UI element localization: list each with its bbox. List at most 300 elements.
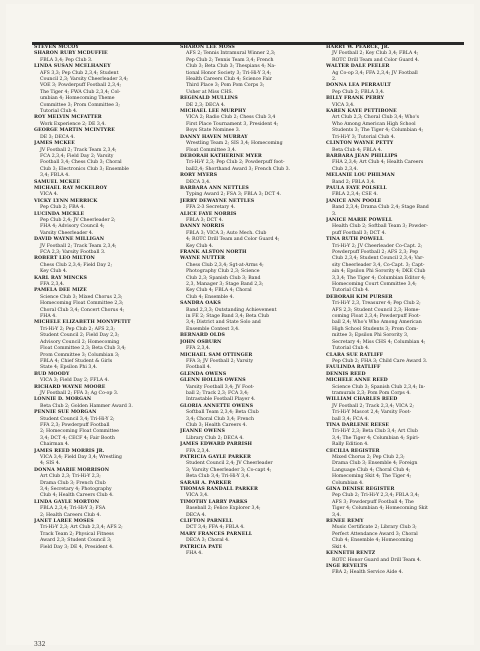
activity-line: Club 4; Ensemble 4; Homecoming <box>332 538 414 544</box>
activity-line: Drama Club 3; Ensemble 4; Foreign <box>332 461 418 467</box>
senior-name: BARBARA ANN NETTLES <box>180 185 249 191</box>
senior-entry <box>326 141 466 154</box>
activity-line: Choral Club 3,4; Concert Chorus 4; <box>40 307 125 313</box>
senior-name: DEBORAH KATHERINE MYER <box>180 153 262 159</box>
activity-line: Tri-Hi-Y 2,3, Treasurer 4; Pep Club 2; <box>332 301 421 307</box>
senior-name: DANNY NORRIS <box>180 224 225 230</box>
senior-name: MICHELE ELIZABETH MONYPETIT <box>34 320 131 326</box>
senior-name: KENNETH RENTZ <box>326 551 376 557</box>
activity-line: FHA 4. <box>186 551 203 557</box>
activity-line: 2; Health Careers Club 4. <box>40 512 101 518</box>
senior-entry <box>34 276 174 289</box>
senior-name: REGINALD MULLINS <box>180 96 238 102</box>
activity-line: Football 4. <box>186 365 212 371</box>
senior-activities-columns <box>34 45 466 635</box>
senior-name: ROBERT LEO MILTON <box>34 256 95 262</box>
activity-line: Beta Club 4; FBLA 4. <box>332 147 383 153</box>
senior-name: BERNARD OLDS <box>180 333 225 339</box>
activity-line: Intrastable Football Player 4. <box>186 397 256 403</box>
activity-line: Usher at Miss CHS. <box>186 89 233 95</box>
senior-name: RORY MYERS <box>180 173 218 179</box>
senior-name: GLENN HOLLIS OWENS <box>180 378 246 384</box>
activity-line: Homecoming Court Committee 3,4; <box>332 282 417 288</box>
activity-line: 2,3, Manager 3; Stage Band 2,3; <box>186 282 264 288</box>
activity-line: Pep Club 2,4; JV Cheerleader 2; <box>40 217 116 223</box>
senior-name: CLINTON WAYNE PETTY <box>326 141 394 147</box>
activity-line: Art Club 2,3; Tri-Hi-Y 2,3; <box>40 474 101 480</box>
activity-line: FBLA 3,4; Pep Club 3. <box>40 57 93 63</box>
activity-line: Secretary 4; Miss CHS 4; Columbian 4; <box>332 339 426 345</box>
column-2 <box>180 45 320 635</box>
activity-line: DECA 3,4. <box>186 179 211 185</box>
activity-line: FBLA 2,3,4; CSE 4. <box>332 192 378 198</box>
senior-entry <box>326 564 466 577</box>
activity-line: AFS 3,3; Pep Club 2,3,4; Student <box>40 70 119 76</box>
activity-line: Ensemble Contest 3,4. <box>186 326 240 332</box>
senior-name: SAMUEL MCKEE <box>34 179 81 185</box>
senior-name: CLARA SUE RATLIFF <box>326 352 384 358</box>
activity-line: Award 2,3; Student Council 3; <box>40 538 112 544</box>
senior-name: MICHAEL RAY MCKELROY <box>34 185 108 191</box>
activity-line: Powderpuff Football 2; AFS 2,3; Pep <box>332 250 419 255</box>
senior-entry <box>34 256 174 275</box>
activity-line: Student Council 2,4; JV Cheerleader <box>186 461 273 467</box>
senior-entry <box>180 455 320 481</box>
senior-name: CECILIA REGISTER <box>326 448 380 454</box>
senior-entry <box>326 423 466 449</box>
senior-entry <box>180 173 320 186</box>
senior-name: INGE REVELTS <box>326 563 368 569</box>
activity-line: Photography Club 2,3; Science <box>186 269 260 275</box>
activity-line: Pep Club 2; FBLA 3,4. <box>332 89 385 95</box>
senior-name: MICHELE ANNE REED <box>326 378 388 384</box>
activity-line: FFA 2,3,4. <box>40 282 65 288</box>
activity-line: 3,4; DCT 4; CECF 4; Fair Booth <box>40 435 115 441</box>
activity-line: Club 3; Beta Club 3; Thespians 4; Na- <box>186 64 276 70</box>
senior-entry <box>180 135 320 154</box>
activity-line: DE 2,3; DECA 4. <box>186 102 226 108</box>
activity-line: Health Club 2; Softball Team 3; Powder- <box>332 224 428 230</box>
senior-entry <box>326 519 466 551</box>
senior-entry <box>34 212 174 238</box>
activity-line: Pep Club 2; FHA 3; Child Care Award 3. <box>332 358 428 364</box>
senior-name: MARY FRANCES PARNELL <box>180 531 253 537</box>
activity-line: Perfect Attendance Award 3; Choral <box>332 531 418 537</box>
activity-line: FCA 2,3; Varsity Football 3. <box>40 250 106 255</box>
activity-line: Club 2,3,4. <box>332 166 359 172</box>
activity-line: Pep Club 2; FBA 4. <box>40 205 85 211</box>
senior-entry <box>180 353 320 372</box>
senior-name: GLENDA OWENS <box>180 371 227 377</box>
activity-line: Key Club 4. <box>40 269 68 275</box>
senior-entry <box>34 199 174 212</box>
senior-entry <box>180 487 320 500</box>
activity-line: Chess Club 2,3,4; Field Day 2; <box>40 262 113 268</box>
senior-entry <box>34 468 174 500</box>
activity-line: Tri-Hi-Y 2; Pep Club 2; AFS 2,3; <box>40 326 115 332</box>
senior-name: GINA DENISE REGISTER <box>326 487 395 493</box>
senior-entry <box>326 295 466 353</box>
activity-line: Club 2,3,4; Student Council 2,3,4; Var- <box>332 256 425 262</box>
activity-line: puff Football 3; DCT 4. <box>332 230 387 236</box>
senior-name: PATRICIA GAYLE PARKER <box>180 455 251 460</box>
activity-line: FBLA 3; DCT 4. <box>186 217 224 223</box>
activity-line: JV Football 2; Track Team 2,3,4; <box>40 147 117 153</box>
activity-line: Students 3; The Tiger 4; Columbian 4; <box>332 128 424 134</box>
column-1 <box>34 45 174 635</box>
senior-name: JAMES REED MORRIS JR. <box>34 448 105 454</box>
activity-line: Ag Co-op 3,4; FFA 2,3,4; JV Football <box>332 70 418 76</box>
senior-name: WALTER DALE PEELER <box>326 64 390 70</box>
activity-line: VICA 3,4. <box>332 102 355 108</box>
activity-line: Chairman 4. <box>40 442 70 448</box>
senior-name: PATRICIA PATE <box>180 544 223 550</box>
senior-entry <box>180 256 320 301</box>
activity-line: 3,4. <box>332 512 341 518</box>
activity-line: Homecoming Skit 4; The Tiger 4; <box>332 474 412 480</box>
senior-name: SARAH A. PARKER <box>180 480 232 486</box>
activity-line: Baseball 2; Felice Explorer 3,4; <box>186 506 261 512</box>
senior-entry <box>34 410 174 448</box>
activity-line: Chess Club 2,3,4; Sgt-at-Arms 4; <box>186 262 264 268</box>
activity-line: AFS 2; Tennis Intramural Winner 2,3; <box>186 51 276 57</box>
activity-line: Tutorial Club 4. <box>332 346 370 352</box>
activity-line: JV Football 2; Track 2,3,4; VICA 2; <box>332 403 414 409</box>
activity-line: Boys State Nominee 3. <box>186 128 241 134</box>
page-number: 332 <box>34 641 46 648</box>
yearbook-page <box>6 4 474 648</box>
activity-line: Homecoming Float Committee 2,3; <box>40 301 124 307</box>
activity-line: Tri-Hi-Y 2,3; Art Club 2,3,4; AFS 2; <box>40 525 123 531</box>
activity-line: 3,4; FBLA 4. <box>40 173 70 179</box>
senior-entry <box>180 199 320 212</box>
activity-line: 4; SIS 4. <box>40 461 61 467</box>
senior-name: KAREN KAYE PETTIBONE <box>326 109 397 115</box>
senior-entry <box>326 45 466 64</box>
activity-line: Student Council 3,4; Tri-Hi-Y 2; <box>40 416 115 422</box>
senior-name: KARL RAY MINCKS <box>34 275 87 281</box>
senior-name: BUD MOODY <box>34 371 70 377</box>
senior-entry <box>326 378 466 397</box>
activity-line: Third Place 3; Pom Pom Corps 3; <box>186 83 265 89</box>
senior-name: PAULA FAYE POLSELL <box>326 185 387 191</box>
senior-entry <box>34 372 174 385</box>
senior-entry <box>34 500 174 519</box>
senior-entry <box>326 96 466 109</box>
activity-line: Varsity Cheerleader 4. <box>40 230 94 236</box>
activity-line: Club 2,3; Spanish Club 3; Band <box>186 275 261 281</box>
activity-line: AFS 3; Powderpuff Football 4; The <box>332 499 414 505</box>
activity-line: 2. <box>332 77 337 83</box>
senior-entry <box>34 186 174 199</box>
activity-line: Football 3,4; Chess Club 3; Choral <box>40 160 122 166</box>
senior-name: FRANK ALSTON NORTH <box>180 250 247 255</box>
senior-name: RICHARD WAYNE MOORE <box>34 384 106 390</box>
activity-line: ROTC Drill Team and Color Guard 4. <box>332 57 420 63</box>
senior-name: GEORGE MARTIN MCINTYRE <box>34 128 115 134</box>
activity-line: FFA 2-3 Secretary 4. <box>186 205 236 211</box>
activity-line: in FE 2; Stage Band 3,4; Beta Club <box>186 314 270 320</box>
activity-line: FFA 2,3,4. <box>186 346 211 352</box>
senior-name: JOHN OSBURN <box>180 339 222 345</box>
senior-name: HARRY W. PEARCE, JR. <box>326 45 390 50</box>
activity-line: FHA 4. <box>40 314 57 320</box>
activity-line: 3,4; The Tiger 4; Columbian 4; Spiri- <box>332 435 420 441</box>
senior-entry <box>326 551 466 564</box>
senior-entry <box>34 519 174 551</box>
activity-line: Wrestling Team 2; SIS 3,4; Homecoming <box>186 141 283 147</box>
activity-line: sity Cheerleader 3,4, Co-Capt. 3; Capt- <box>332 262 425 268</box>
activity-line: Tutorial Club 4. <box>40 109 78 115</box>
senior-name: DEBORAH KIM PURSER <box>326 294 393 300</box>
activity-line: Band 2; FBLA 3,4. <box>332 179 376 185</box>
senior-entry <box>326 353 466 366</box>
activity-line: DECA 3; Choral 4. <box>186 538 230 544</box>
activity-line: VOE 3; Powderpuff Football 2,3,4; <box>40 83 122 89</box>
senior-name: MELANIE LOU PHILMAN <box>326 173 395 179</box>
senior-name: LONNIE D. MORGAN <box>34 397 92 403</box>
senior-name: DAVID WAYNE MILLIGAN <box>34 237 105 243</box>
activity-line: JV Football 2; FFA 3; Ag Co-op 3. <box>40 390 119 396</box>
activity-line: ROTC Honor Guard and Drill Team 4. <box>332 557 422 563</box>
senior-name: WAYNE NUTTER <box>180 256 226 262</box>
activity-line: 3. <box>332 211 337 217</box>
activity-line: Varsity Football 3,4; JV Foot- <box>186 384 255 390</box>
senior-entry <box>180 404 320 430</box>
activity-line: Music Certificate 2; Library Club 3; <box>332 525 417 531</box>
activity-line: Advisory Council 2; Homecoming <box>40 339 120 345</box>
activity-line: FFA 2,3,4. <box>186 448 211 454</box>
activity-line: DECA 4. <box>186 512 207 518</box>
activity-line: Tri-Hi-Y 2,3; Beta Club 3,4; Art Club <box>332 429 418 435</box>
activity-line: Committee 3; Prom Committee 3; <box>40 102 120 108</box>
activity-line: Pep Club 2; Tri-Hi-Y 2,3,4; FBLA 3,4; <box>332 493 420 499</box>
senior-entry <box>326 397 466 423</box>
activity-line: VICA 3,4. <box>186 493 209 499</box>
activity-line: 3,4; District and State Solo and <box>186 320 261 326</box>
senior-entry <box>326 173 466 186</box>
activity-line: Band 2,3,3; Outstanding Achievement <box>186 307 277 313</box>
senior-entry <box>180 545 320 558</box>
activity-line: 2; Homecoming Float Committee <box>40 429 119 435</box>
activity-line: Pep Club 2; Tennis Team 3,4; French <box>186 57 274 63</box>
activity-line: AFS 2,3; Student Council 2,3; Home- <box>332 307 420 313</box>
senior-name: MICHAEL SAM OTTINGER <box>180 352 253 358</box>
column-3 <box>326 45 466 635</box>
activity-line: JV Football 2; Key Club 3,4; FBLA 4; <box>332 51 419 57</box>
senior-entry <box>180 519 320 532</box>
senior-entry <box>180 154 320 173</box>
activity-line: FBLA 4; Chief Student & Girls <box>40 358 113 364</box>
activity-line: VICA 3; Field Day 2; FFLA 4. <box>40 378 109 384</box>
activity-line: The Tiger 4; FWA Club 2,3,4; Col- <box>40 89 121 95</box>
activity-line: Work Experience 2; DE 3,4. <box>40 121 106 127</box>
senior-name: PAMELA DEE MIZE <box>34 288 87 294</box>
senior-entry <box>326 109 466 141</box>
senior-name: VICKY LYNN MERRICK <box>34 198 98 204</box>
activity-line: Tutorial Club 4. <box>332 288 370 294</box>
activity-line: FFA 3; JV Football 2; Varsity <box>186 358 254 364</box>
activity-line: JV Football 2; Track Team 2,3,4; <box>40 243 117 249</box>
activity-line: Track Team 2; Physical Fitness <box>40 531 114 537</box>
senior-name: JERRY DEWAYNE NETTLES <box>180 198 255 204</box>
activity-line: 3,4; Choral Club 3,4; French <box>186 416 255 422</box>
activity-line: Columbian 4. <box>332 480 364 486</box>
senior-name: PENNIE SUE MORGAN <box>34 410 97 416</box>
activity-line: Language Club 4; Choral Club 4; <box>332 467 411 473</box>
senior-entry <box>326 83 466 96</box>
activity-line: Science Club 3; Spanish Club 2,3,4; In- <box>332 384 426 390</box>
senior-name: ROY MELVIN MCFATTER <box>34 115 102 121</box>
activity-line: Health Careers Club 4; Science Fair <box>186 77 272 83</box>
activity-line: Club 4; Ensemble 4. <box>186 294 234 300</box>
activity-line: Council 2,3; Varsity Cheerleader 3,4; <box>40 77 129 83</box>
senior-entry <box>180 186 320 199</box>
activity-line: Float Committee 2,3; Beta Club 3,4; <box>40 346 126 352</box>
activity-line: Science Club 3; Mixed Chorus 2,3; <box>40 294 123 300</box>
senior-name: GLORIA ANNETTE OWENS <box>180 403 254 409</box>
senior-entry <box>180 500 320 519</box>
activity-line: Skit 4. <box>332 544 348 550</box>
senior-entry <box>180 340 320 353</box>
activity-line: Beta Club 2; Golden Hammer Award 3. <box>40 403 133 409</box>
senior-entry <box>34 385 174 398</box>
senior-name: BARBARA JEAN PHILLIPS <box>326 153 398 159</box>
senior-name: JANICE MARIE POWELL <box>326 217 393 223</box>
senior-entry <box>180 532 320 545</box>
senior-name: JAMES MCKEE <box>34 141 75 147</box>
senior-name: LINDA SUSAN MCELHANEY <box>34 64 111 70</box>
activity-line: Softball Team 2,3,4; Beta Club <box>186 410 259 416</box>
activity-line: tional Honor Society 3; Tri-Hi-Y 3,4; <box>186 70 272 76</box>
activity-line: Prom Committee 3; Columbian 3; <box>40 352 120 358</box>
activity-line: Band 2,3,4; Drama Club 2,4; Stage Band <box>332 205 429 211</box>
senior-entry <box>326 487 466 519</box>
senior-name: THOMAS RANDALL PARKER <box>180 487 258 493</box>
activity-line: Drama Club 3; French Club <box>40 480 106 486</box>
senior-entry <box>34 237 174 256</box>
activity-line: umbian 4; Homecoming Theme <box>40 96 115 102</box>
activity-line: 4; ROTC Drill Team and Color Guard 4; <box>186 237 280 243</box>
senior-entry <box>326 218 466 237</box>
senior-name: SHARON LEE MOSS <box>180 45 235 50</box>
activity-line: Tri-Hi-Y 3; Tutorial Club 4. <box>332 134 396 140</box>
activity-line: Field Day 3; DE 4, President 4. <box>40 544 114 550</box>
senior-entry <box>180 109 320 135</box>
senior-name: STEVEN MCCOY <box>34 45 79 50</box>
senior-entry <box>326 154 466 173</box>
senior-entry <box>180 224 320 250</box>
senior-name: MICHAEL LEE MURPHY <box>180 109 247 115</box>
senior-entry <box>34 320 174 371</box>
activity-line: ball 3,4; FCA 4. <box>332 416 369 422</box>
senior-entry <box>326 199 466 218</box>
senior-name: SHARON RUBY MCDUFFIE <box>34 51 108 57</box>
activity-line: ball 2; Track 2,3; FCA 3,4; <box>186 390 249 396</box>
activity-line: Club 4; Health Careers Club 4. <box>40 493 114 499</box>
activity-line: High School Students 3; Prom Com- <box>332 326 418 332</box>
senior-entry <box>34 288 174 320</box>
senior-entry <box>180 378 320 404</box>
activity-line: Float Committee 3,4. <box>186 147 237 153</box>
activity-line: Tri-Hi-Y 2; JV Cheerleader Co-Capt. 2; <box>332 243 423 249</box>
senior-entry <box>326 237 466 295</box>
senior-name: TINA RUTH POWELL <box>326 237 384 243</box>
senior-entry <box>180 442 320 455</box>
senior-entry <box>326 64 466 83</box>
senior-entry <box>180 96 320 109</box>
activity-line: coming Float 2,3,4; Powderpuff Foot- <box>332 314 421 320</box>
activity-line: FBA 2; Health Service Aide 4. <box>332 570 404 576</box>
senior-name: LUCINDA MICKLE <box>34 211 85 217</box>
activity-line: VICA 3,4; Field Day 3,4; Wrestling <box>40 455 122 460</box>
senior-name: JANICE ANN POOLE <box>326 198 382 204</box>
activity-line: Tiger 4; Columbian 4; Homecoming Skit <box>332 506 428 512</box>
senior-entry <box>326 449 466 487</box>
senior-name: WILLIAM CHARLES REED <box>326 397 398 403</box>
senior-entry <box>34 449 174 468</box>
activity-line: FCA 2,3,4; Field Day 2; Varsity <box>40 153 114 159</box>
senior-name: CLIFTON PARNELL <box>180 519 233 525</box>
senior-name: DANNY HAVEN MURRAY <box>180 134 248 140</box>
activity-line: 3,4; Secretary 4; Photography <box>40 487 112 493</box>
activity-line: ball2,4; Shorthand Award 3; French Club 3. <box>186 166 291 172</box>
senior-name: TIMOTHY LARRY PARKS <box>180 499 248 505</box>
activity-line: FHA 4; Advisory Council 4; <box>40 224 105 230</box>
senior-entry <box>34 64 174 115</box>
senior-entry <box>34 141 174 179</box>
activity-line: ball 2,4; Who's Who Among American <box>332 320 422 326</box>
activity-line: Beta Club 3,4; Tri-Hi-Y 3,4. <box>186 474 251 480</box>
activity-line: tramurals 2,3; Pom Pom Corps 4. <box>332 390 411 396</box>
senior-entry <box>180 429 320 442</box>
activity-line: Art Club 2,3; Choral Club 3,4; Who's <box>332 115 420 121</box>
senior-name: JAMES EDWARD PARRISH <box>180 442 253 448</box>
activity-line: Rally Edition 4. <box>332 442 369 448</box>
senior-entry <box>34 397 174 410</box>
senior-name: JANET LAREE MOSES <box>34 519 94 525</box>
senior-entry <box>34 128 174 141</box>
activity-line: First Place Tournament 3, President 4; <box>186 121 279 127</box>
activity-line: Library Club 2; DECA 4. <box>186 435 244 441</box>
activity-line: Tri-Hi-Y Mascot 2,4; Varsity Foot- <box>332 410 412 416</box>
activity-line: Club 3; Health Careers 4. <box>186 422 247 428</box>
activity-line: VICA 2; Radio Club 2; Chess Club 3,4 <box>186 115 276 121</box>
activity-line: DE 3; DECA 4. <box>40 134 75 140</box>
senior-entry <box>180 45 320 96</box>
senior-name: TINA DARLENE REESE <box>326 422 389 428</box>
activity-line: VICA 4. <box>40 192 59 198</box>
activity-line: 3; Varsity Cheerleader 3; Co-capt 4; <box>186 467 272 473</box>
senior-entry <box>180 301 320 333</box>
senior-entry <box>34 51 174 64</box>
senior-name: BILLY FRANK PERRY <box>326 96 385 102</box>
activity-line: Tri-Hi-Y 2,3; Pep Club 2; Powderpuff foot- <box>186 160 285 166</box>
senior-name: RENEE REMY <box>326 519 364 525</box>
activity-line: Club 3; Electronics Club 3; Ensemble <box>40 166 129 172</box>
activity-line: FHA 2,3,4; Art Club 4; Health Careers <box>332 160 424 166</box>
activity-line: Typing Award 2; FSA 3; FBLA 3; DCT 4. <box>186 192 282 198</box>
senior-entry <box>34 115 174 128</box>
activity-line: 3,3,4; The Tiger 4; Columbian Editor 4; <box>332 275 426 281</box>
activity-line: State 4; Epsilon Phi 3,4. <box>40 365 98 371</box>
activity-line: Key Club 4; FBLA 4; Choral <box>186 288 252 294</box>
senior-name: JEANNE OWENS <box>180 429 225 435</box>
activity-line: mittee 3; Epsilon Phi Sorority 3, <box>332 333 409 339</box>
activity-line: Mixed Chorus 2; Pep Club 2,3; <box>332 455 405 460</box>
senior-entry <box>180 212 320 225</box>
activity-line: DCT 3,4; FFA 4; FBLA 4. <box>186 525 245 531</box>
